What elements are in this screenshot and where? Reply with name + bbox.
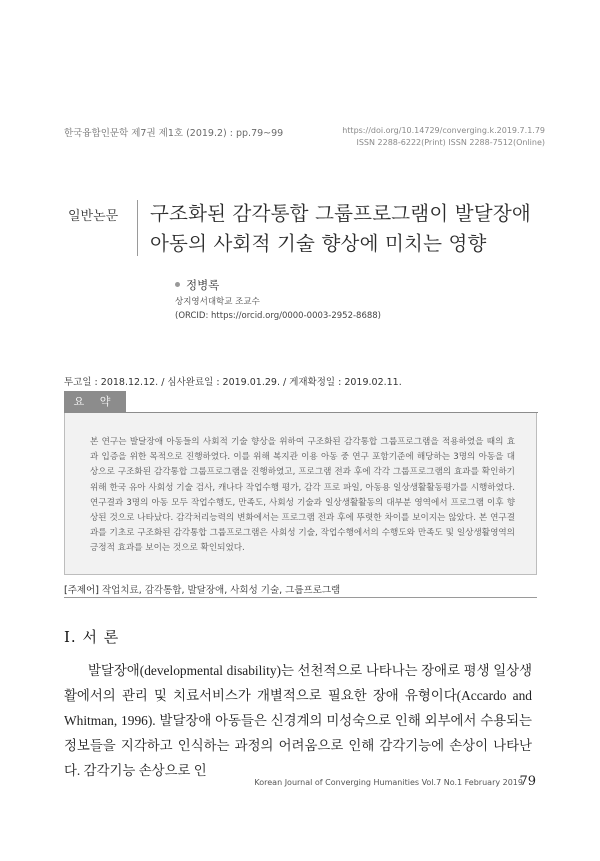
abstract-label: 요 약 [64,391,126,413]
article-category: 일반논문 [68,209,119,224]
keywords-label: [주제어] [64,585,99,596]
page-number: 79 [519,774,536,789]
footer-journal: Korean Journal of Converging Humanities Vol.7 No.1 February 2019 [254,778,523,787]
section-heading: I. 서 론 [64,628,120,646]
author-name: 정병록 [186,278,220,292]
title-divider [137,200,138,256]
keywords-text: 작업치료, 감각통합, 발달장애, 사회성 기술, 그룹프로그램 [101,585,341,596]
title-line-2: 아동의 사회적 기술 향상에 미치는 영향 [150,232,487,255]
body-text [64,658,532,783]
abstract-text: 본 연구는 발달장애 아동들의 사회적 기술 향상을 위하여 구조화된 감각통합 그룹프로그램을 적용하였을 때의 효과 입증을 위한 목적으로 진행하였다. 이를 위해 복지관 이용 아동 중 연구 포함기준에 해당하는 3명의 아동을 대상으로 구조화된 감각통합 그룹프로그램을 진행하였고, 프로그램 전과 후에 각각 그룹프로그램의 효과를 확인하기 위해 한국 유아 사회성 기술 검사, 캐나다 작업수행 평가, 감각 프로 파일, 아동용 일상생활활동평가를 시행하였다. 연구결과 3명의 아동 모두 작업수행도, 만족도, 사회성 기술과 일상생활활동의 대부분 영역에서 프로그램 이후 향상된 것으로 나타났다. 감각처리능력의 변화에서는 프로그램 전과 후에 뚜렷한 차이를 보이지는 않았다. 본 연구결과를 기초로 구조화된 감각통합 그룹프로그램은 사회성 기술, 작업수행에서의 수행도와 만족도 및 일상생활영역의 긍정적 효과를 보이는 것으로 확인되었다. [90,437,515,554]
article-title [150,199,531,259]
orcid[interactable]: (ORCID: https://orcid.org/0000-0003-2952-8688) [175,311,382,321]
issn-text: ISSN 2288-6222(Print) ISSN 2288-7512(Online) [356,138,545,147]
doi-link[interactable]: https://doi.org/10.14729/converging.k.2019.7.1.79 [342,126,545,135]
journal-reference: 한국융합인문학 제7권 제1호 (2019.2) : pp.79~99 [64,128,284,139]
keywords [64,582,340,596]
bullet-icon [175,282,180,287]
keywords-rule [64,597,537,598]
author [175,277,219,293]
author-affiliation-block [175,295,381,323]
affiliation: 상지영서대학교 조교수 [175,297,260,307]
submission-dates: 투고일 : 2018.12.12. / 심사완료일 : 2019.01.29. / 게재확정일 : 2019.02.11. [64,377,402,388]
title-line-1: 구조화된 감각통합 그룹프로그램이 발달장애 [150,202,531,225]
body-paragraph: 발달장애(developmental disability)는 선천적으로 나타나는 장애로 평생 일상생활에서의 관리 및 치료서비스가 개별적으로 필요한 장애 유형이다(Accardo and Whitman, 1996). 발달장애 아동들은 신경계의 미성숙으로 인해 외부에서 수용되는 정보들을 지각하고 인식하는 과정의 어려움으로 인해 감각기능에 손상이 나타난다. 감각기능 손상으로 인 [64,663,532,778]
doi-issn-block [342,125,545,149]
